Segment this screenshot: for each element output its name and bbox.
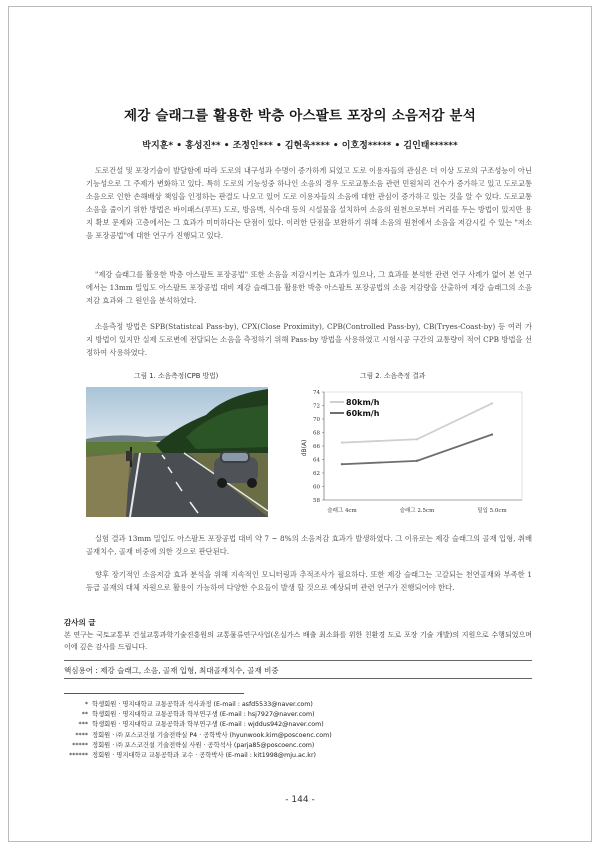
body-paragraph-3: 소음측정 방법은 SPB(Statistcal Pass-by), CPX(Close Proximity), CPB(Controlled Pass-by), CB(Tryes-Coast-by) 등 여러 가지 방법이 있지만 실제 도로변에 전달되는 소음을 측정하기 위해 Pass-by 방법을 사용하였고 시험시공 구간의 교통량이 적어 CPB 방법을 선정하여 사용하였다. [86, 322, 532, 358]
chart-y-tick-label: 74 [313, 390, 320, 396]
footnote-mark: ****** [69, 752, 88, 760]
figure-1-photo [86, 387, 268, 517]
footnote [64, 720, 484, 730]
chart-y-axis-label: dB(A) [301, 439, 308, 457]
chart-legend-label: 60km/h [346, 409, 380, 418]
chart-data-point [416, 438, 418, 440]
chart-data-point [491, 402, 493, 404]
chart-y-tick-label: 64 [313, 457, 320, 464]
footnote-text: 정회원 · ㈜ 포스코건설 기술전략실 사원 · 공학석사 (parja85@poscoenc.com) [92, 741, 315, 749]
noise-chart-svg [294, 386, 526, 520]
page-number: - 144 - [285, 795, 315, 805]
footnote [64, 741, 484, 751]
footnote-mark: * [84, 701, 88, 708]
chart-y-tick-label: 58 [313, 498, 320, 504]
footnote-text: 학생회원 · 명지대학교 교통공학과 학부연구생 (E-mail : hsj7927@naver.com) [92, 711, 315, 719]
chart-data-point [341, 463, 343, 465]
footnote-text: 정회원 · ㈜ 포스코건설 기술전략실 P4 · 공학박사 (hyunwook.kim@poscoenc.com) [92, 731, 332, 739]
figure-2-caption: 그림 2. 소음측정 결과 [360, 372, 426, 380]
body-paragraph-1: 도로건설 및 포장기술이 발달함에 따라 도로의 내구성과 수명이 증가하게 되었고 도로 이용자들의 관심은 더 이상 도로의 구조성능이 아닌 기능성으로 그 주제가 변화하고 있다. 특히 도로의 기능성중 하나인 소음의 경우 도로교통소음 관련 민원처리 건수가 증가하고 있고 도로교통소음으로 인한 손해배상 책임을 인정하는 판결도 나오고 있어 도로 이용자들의 소음에 대한 관심이 증가하고 있는 것을 알 수 있다. 도로교통소음을 줄이기 위한 방법은 바이패스(루프) 도로, 방음벽, 식수대 등의 시설물을 설치하여 소음의 원천으로부터 거리를 두는 방법이 있지만 용지 확보 문제와 고층에서는 그 효과가 미미하다는 단점이 있다. 이러한 단점을 보완하기 위해 소음의 원천에서 소음을 저감시킬 수 있는 "저소음 포장공법"에 대한 연구가 진행되고 있다. [86, 166, 532, 241]
footnote-mark: *** [78, 721, 88, 729]
keyword-rule-top [64, 660, 532, 661]
figure-2-chart [294, 386, 526, 520]
footnote-text: 학생회원 · 명지대학교 교통공학과 학부연구생 (E-mail : wjddus942@naver.com) [92, 721, 324, 729]
author-list: 박지훈* • 홍성진** • 조정인*** • 김현욱**** • 이호정***** • 김인태****** [142, 141, 458, 151]
footnote-rule [64, 693, 244, 694]
figure-1-caption: 그림 1. 소음측정(CPB 방법) [134, 372, 219, 380]
keywords: 핵심용어 : 제강 슬래그, 소음, 골재 입형, 최대골재치수, 골재 비중 [64, 666, 279, 675]
chart-y-tick-label: 72 [313, 403, 320, 410]
chart-y-tick-label: 60 [313, 484, 320, 491]
chart-data-point [416, 460, 418, 462]
paper-title: 제강 슬래그를 활용한 박층 아스팔트 포장의 소음저감 분석 [123, 108, 477, 124]
keyword-rule-bottom [64, 678, 532, 679]
footnote-mark: **** [75, 731, 88, 739]
footnote-text: 학생회원 · 명지대학교 교통공학과 석사과정 (E-mail : asfd5533@naver.com) [92, 701, 313, 708]
footnote [64, 751, 484, 761]
body-paragraph-5: 향후 장기적인 소음저감 효과 분석을 위해 지속적인 모니터링과 추적조사가 필요하다. 또한 제강 슬래그는 고갈되는 천연골재와 부족한 1등급 골재의 대체 자원으로 활용이 가능하여 다양한 수요들이 발생 할 것으로 예상되며 관련 연구가 진행되어야 한다. [86, 570, 532, 593]
footnote-mark: ** [81, 711, 88, 719]
body-paragraph-4: 실험 결과 13mm 밀입도 아스팔트 포장공법 대비 약 7 ~ 8%의 소음저감 효과가 발생하였다. 그 이유로는 제강 슬래그의 골재 입형, 취배골재치수, 골재 비중에 의한 것으로 판단된다. [86, 534, 532, 557]
footnote-list [64, 700, 484, 761]
acknowledgment-heading: 감사의 글 [64, 618, 96, 627]
chart-y-tick-label: 70 [313, 417, 320, 423]
footnote [64, 731, 484, 741]
chart-x-tick-label: 밀입 5.0cm [477, 508, 507, 514]
footnote [64, 700, 484, 710]
acknowledgment-text: 본 연구는 국토교통부 건설교통과학기술진흥원의 교통물류연구사업(온실가스 배출 최소화를 위한 친환경 도로 포장 기술 개발)의 지원으로 수행되었으며 이에 깊은 감사를 드립니다. [64, 631, 532, 651]
body-paragraph-2: "제강 슬래그를 활용한 박층 아스팔트 포장공법" 또한 소음을 저감시키는 효과가 있으나, 그 효과를 분석한 관련 연구 사례가 없어 본 연구에서는 13mm 밀입도 아스팔트 포장공법 대비 제강 슬래그를 활용한 박층 아스팔트 포장공법의 소음 저감량을 산출하여 제강 슬래그의 소음저감 효과와 그 원인을 분석하였다. [86, 270, 532, 306]
chart-data-point [491, 433, 493, 435]
chart-x-tick-label: 슬래그 2.5cm [399, 508, 435, 514]
chart-legend-label: 80km/h [346, 398, 380, 407]
chart-x-tick-label: 슬래그 4cm [327, 508, 357, 514]
chart-y-tick-label: 68 [313, 430, 320, 437]
footnote-mark: ***** [72, 741, 88, 749]
chart-y-tick-label: 62 [313, 471, 320, 477]
chart-data-point [341, 441, 343, 443]
footnote-text: 정회원 · 명지대학교 교통공학과 교수 · 공학박사 (E-mail : kit1998@mju.ac.kr) [92, 752, 316, 760]
road-photo-illustration [86, 387, 268, 517]
chart-y-tick-label: 66 [313, 444, 320, 450]
footnote [64, 710, 484, 720]
